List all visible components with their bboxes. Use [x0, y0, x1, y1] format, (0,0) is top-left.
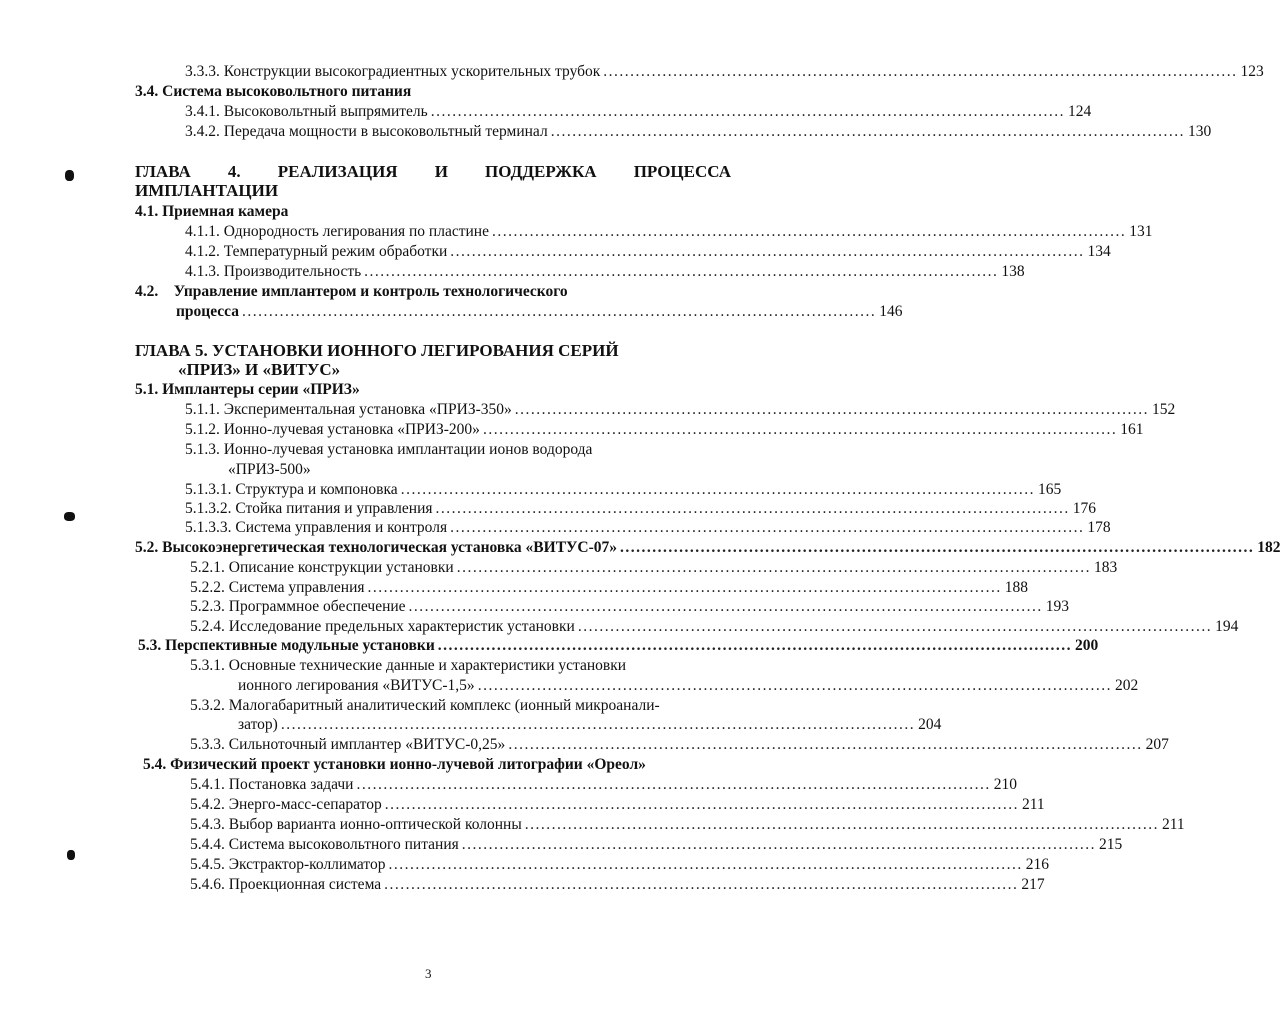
toc-entry [185, 420, 1144, 440]
scan-mark [65, 170, 74, 181]
toc-entry-page: 124 [1067, 103, 1092, 120]
chapter-5-heading-line2: «ПРИЗ» И «ВИТУС» [178, 360, 341, 379]
leader-dots: ...................................................................................................................... [384, 796, 1019, 813]
toc-entry-label-line2: ионного легирования «ВИТУС-1,5» [238, 677, 475, 694]
toc-entry [185, 102, 1092, 122]
leader-dots: ...................................................................................................................... [524, 816, 1159, 833]
toc-entry-page: 217 [1021, 876, 1045, 893]
toc-entry-label: 5.4.4. Система высоковольтного питания [190, 836, 459, 853]
toc-entry-page: 182 [1257, 539, 1281, 556]
toc-entry-label: 5.2.4. Исследование предельных характеристик установки [190, 618, 575, 635]
leader-dots: ...................................................................................................................... [477, 677, 1112, 694]
toc-entry-page: 200 [1075, 637, 1099, 654]
toc-section-heading: 4.2. Управление имплантером и контроль технологического [135, 283, 568, 300]
toc-entry [190, 617, 1239, 637]
toc-entry-label: 4.1.1. Однородность легирования по пластине [185, 223, 489, 240]
toc-entry-label: 5.4.6. Проекционная система [190, 876, 382, 893]
toc-entry [190, 815, 1185, 835]
toc-entry [185, 480, 1062, 500]
toc-entry-page: 211 [1162, 816, 1185, 833]
leader-dots: ...................................................................................................................... [408, 598, 1043, 615]
toc-entry-label: 5.3.1. Основные технические данные и характеристики установки [190, 657, 627, 674]
toc-entry-page: 202 [1114, 677, 1139, 694]
toc-entry-page: 210 [993, 776, 1017, 793]
toc-entry [185, 122, 1212, 142]
toc-entry [190, 597, 1070, 617]
leader-dots: ...................................................................................................................... [400, 481, 1035, 498]
leader-dots: ...................................................................................................................... [384, 876, 1019, 893]
leader-dots: ...................................................................................................................... [367, 579, 1002, 596]
toc-section-heading: 4.1. Приемная камера [135, 203, 289, 220]
toc-entry [190, 775, 1017, 795]
toc-entry [190, 795, 1045, 815]
toc-entry-page: 178 [1087, 519, 1111, 536]
toc-entry [190, 875, 1045, 895]
toc-entry-label: 5.2.2. Система управления [190, 579, 365, 596]
leader-dots: ...................................................................................................................... [482, 421, 1118, 438]
toc-entry-page: 194 [1215, 618, 1239, 635]
toc-entry-page: 152 [1152, 401, 1176, 418]
toc-entry-page: 123 [1240, 63, 1264, 80]
toc-entry-page: 193 [1045, 598, 1070, 615]
leader-dots: ...................................................................................................................... [435, 500, 1070, 517]
toc-entry-page: 204 [918, 716, 942, 733]
toc-entry [238, 676, 1139, 696]
toc-entry-label: 5.1.2. Ионно-лучевая установка «ПРИЗ-200» [185, 421, 480, 438]
toc-entry-label: 5.1.3. Ионно-лучевая установка имплантации ионов водорода [185, 441, 593, 458]
toc-entry [190, 735, 1169, 755]
toc-entry-label: 5.4.1. Постановка задачи [190, 776, 354, 793]
toc-entry-page: 207 [1145, 736, 1169, 753]
toc-section-entry [135, 538, 1281, 558]
toc-entry-label: 5.1.3.1. Структура и компоновка [185, 481, 398, 498]
toc-entry-label: 5.4.3. Выбор варианта ионно-оптической колонны [190, 816, 522, 833]
toc-entry-page: 161 [1120, 421, 1144, 438]
toc-entry [185, 222, 1153, 242]
chapter-4-heading-line2: ИМПЛАНТАЦИИ [135, 181, 279, 200]
leader-dots: ...................................................................................................................... [577, 618, 1213, 635]
leader-dots: ...................................................................................................................... [450, 243, 1085, 260]
toc-entry-page: 138 [1001, 263, 1025, 280]
leader-dots: ...................................................................................................................... [280, 716, 916, 733]
leader-dots: ...................................................................................................................... [388, 856, 1023, 873]
toc-entry-label: 5.4.2. Энерго-масс-сепаратор [190, 796, 382, 813]
toc-entry [185, 262, 1025, 282]
toc-entry-page: 146 [879, 303, 903, 320]
toc-section-entry [138, 636, 1099, 656]
toc-entry [190, 855, 1049, 875]
toc-entry-page: 131 [1129, 223, 1153, 240]
toc-entry-label: 3.4.2. Передача мощности в высоковольтный терминал [185, 123, 548, 140]
toc-entry [190, 835, 1123, 855]
toc-section-heading: 5.4. Физический проект установки ионно-лучевой литографии «Ореол» [143, 756, 646, 773]
toc-entry-label: 5.3.2. Малогабаритный аналитический комплекс (ионный микроанали- [190, 697, 660, 714]
toc-entry [176, 302, 903, 322]
toc-entry-page: 130 [1187, 123, 1212, 140]
toc-entry [238, 715, 942, 735]
toc-entry [185, 499, 1096, 519]
toc-section-heading: 5.1. Имплантеры серии «ПРИЗ» [135, 381, 360, 398]
leader-dots: ...................................................................................................................... [242, 303, 877, 320]
leader-dots: ...................................................................................................................... [450, 519, 1085, 536]
toc-entry-label: 5.3.3. Сильноточный имплантер «ВИТУС-0,25» [190, 736, 506, 753]
toc-entry-page: 188 [1004, 579, 1028, 596]
leader-dots: ...................................................................................................................... [550, 123, 1185, 140]
page-number: 3 [425, 966, 432, 981]
leader-dots: ...................................................................................................................... [620, 539, 1255, 556]
toc-entry-label: 4.1.2. Температурный режим обработки [185, 243, 448, 260]
toc-entry-page: 215 [1099, 836, 1123, 853]
toc-entry [185, 62, 1264, 82]
toc-entry-label-line2: затор) [238, 716, 278, 733]
toc-entry-page: 211 [1021, 796, 1045, 813]
toc-entry-label: 3.3.3. Конструкции высокоградиентных ускорительных трубок [185, 63, 601, 80]
toc-entry-label: 5.2.1. Описание конструкции установки [190, 559, 454, 576]
leader-dots: ...................................................................................................................... [514, 401, 1149, 418]
leader-dots: ...................................................................................................................... [461, 836, 1097, 853]
toc-entry-label: 4.1.3. Производительность [185, 263, 362, 280]
toc-section-label: 5.2. Высокоэнергетическая технологическая установка «ВИТУС-07» [135, 539, 618, 556]
chapter-5-heading: ГЛАВА 5. УСТАНОВКИ ИОННОГО ЛЕГИРОВАНИЯ СЕРИЙ [135, 341, 619, 360]
toc-entry [185, 242, 1111, 262]
toc-entry-page: 183 [1093, 559, 1118, 576]
leader-dots: ...................................................................................................................... [456, 559, 1091, 576]
toc-entry-label: 5.1.1. Экспериментальная установка «ПРИЗ-350» [185, 401, 512, 418]
toc-section-heading: 3.4. Система высоковольтного питания [135, 83, 412, 100]
leader-dots: ...................................................................................................................... [437, 637, 1073, 654]
leader-dots: ...................................................................................................................... [356, 776, 991, 793]
leader-dots: ...................................................................................................................... [364, 263, 999, 280]
toc-entry-label: 5.4.5. Экстрактор-коллиматор [190, 856, 386, 873]
chapter-4-heading: ГЛАВА 4. РЕАЛИЗАЦИЯ И ПОДДЕРЖКА ПРОЦЕССА [135, 162, 731, 181]
toc-entry-label: 3.4.1. Высоковольтный выпрямитель [185, 103, 428, 120]
toc-entry [190, 558, 1118, 578]
toc-entry [185, 400, 1176, 420]
toc-entry-label-line2: «ПРИЗ-500» [228, 461, 311, 478]
toc-entry-label: 5.1.3.3. Система управления и контроля [185, 519, 448, 536]
scan-mark [64, 512, 75, 521]
leader-dots: ...................................................................................................................... [430, 103, 1065, 120]
leader-dots: ...................................................................................................................... [491, 223, 1127, 240]
toc-entry-label: 5.2.3. Программное обеспечение [190, 598, 406, 615]
scan-mark [67, 850, 75, 860]
toc-section-label: 5.3. Перспективные модульные установки [138, 637, 435, 654]
toc-entry-page: 216 [1025, 856, 1049, 873]
toc-entry-label: 5.1.3.2. Стойка питания и управления [185, 500, 433, 517]
toc-entry-page: 134 [1087, 243, 1111, 260]
toc-entry-label: процесса [176, 303, 239, 320]
toc-entry [190, 578, 1028, 598]
toc-entry-page: 165 [1037, 481, 1062, 498]
toc-entry [185, 518, 1111, 538]
leader-dots: ...................................................................................................................... [508, 736, 1143, 753]
leader-dots: ...................................................................................................................... [603, 63, 1238, 80]
toc-entry-page: 176 [1072, 500, 1096, 517]
